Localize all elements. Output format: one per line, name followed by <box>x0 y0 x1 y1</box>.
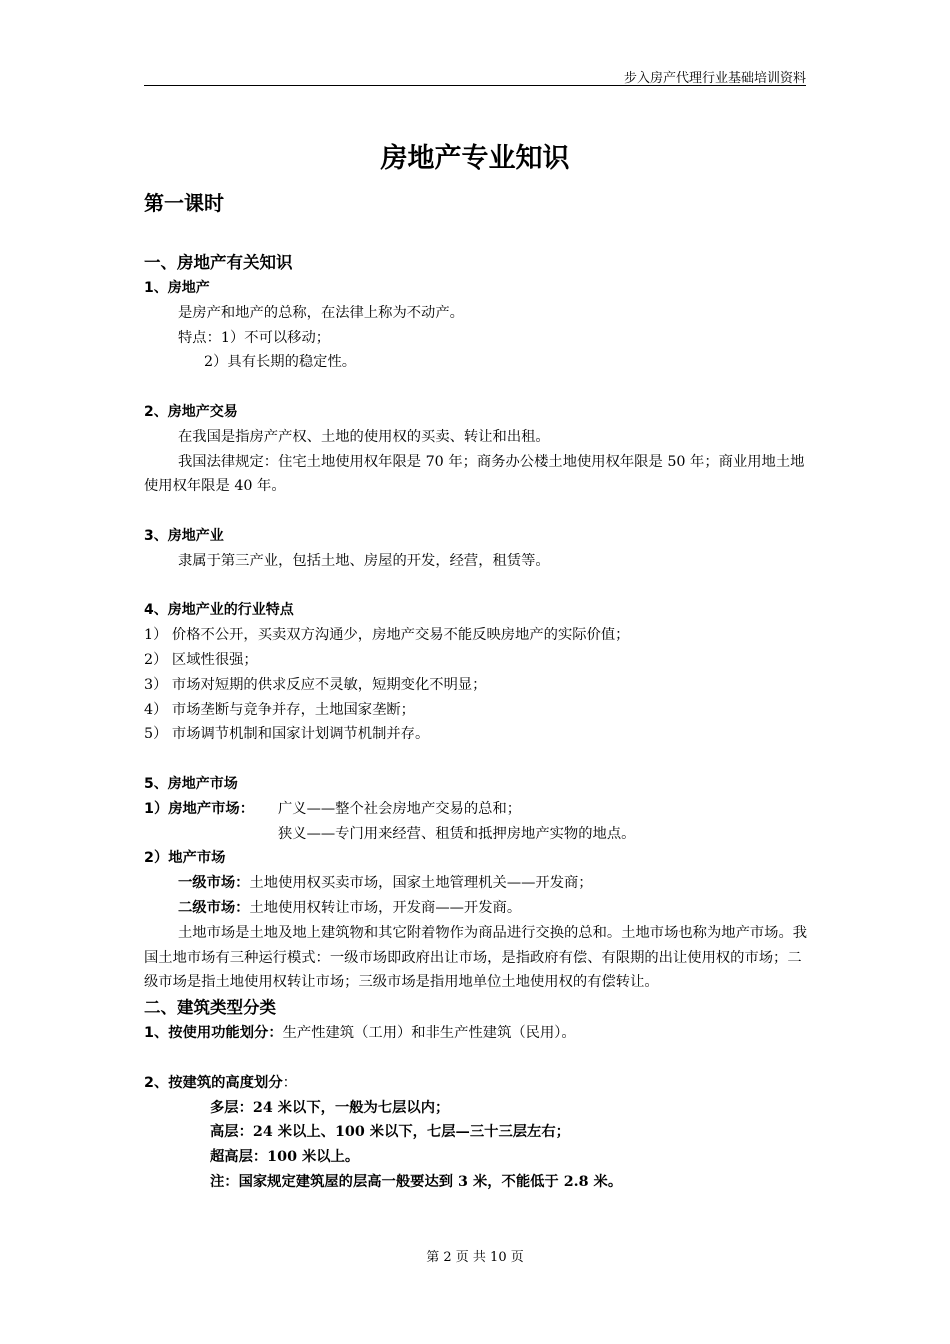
document-body <box>144 250 809 1195</box>
subsection-heading-industry: 3、房地产业 <box>144 527 224 544</box>
paragraph-law: 我国法律规定：住宅土地使用权年限是 70 年；商务办公楼土地使用权年限是 50 年；商业用地土地使用权年限是 40 年。 <box>144 453 805 495</box>
paragraph-definition: 是房产和地产的总称，在法律上称为不动产。 <box>178 304 464 321</box>
height-line: 高层：24 米以上、100 米以下，七层—三十三层左右； <box>210 1124 570 1141</box>
list-item: 3） 市场对短期的供求反应不灵敏，短期变化不明显； <box>144 676 487 693</box>
page-footer: 第 2 页 共 10 页 <box>426 1250 524 1265</box>
paragraph-feature-1: 特点：1）不可以移动； <box>178 329 331 346</box>
spacer <box>144 822 278 847</box>
market-narrow-text: 狭义——专门用来经营、租赁和抵押房地产实物的地点。 <box>278 825 636 842</box>
height-line: 超高层：100 米以上。 <box>210 1149 360 1166</box>
height-classification-label: 2、按建筑的高度划分 <box>144 1074 283 1091</box>
secondary-market-line <box>144 896 809 921</box>
list-item: 4） 市场垄断与竞争并存，土地国家垄断； <box>144 701 415 718</box>
primary-market-label: 一级市场： <box>178 875 250 892</box>
paragraph-feature-2: 2）具有长期的稳定性。 <box>204 354 357 371</box>
primary-market-line <box>144 871 809 896</box>
classification-by-height <box>144 1071 809 1096</box>
list-item: 5） 市场调节机制和国家计划调节机制并存。 <box>144 726 430 743</box>
paragraph-transaction: 在我国是指房产产权、土地的使用权的买卖、转让和出租。 <box>178 428 550 445</box>
height-note: 注：国家规定建筑屋的层高一般要达到 3 米，不能低于 2.8 米。 <box>210 1173 623 1190</box>
secondary-market-label: 二级市场： <box>178 899 250 916</box>
paragraph-industry: 隶属于第三产业，包括土地、房屋的开发，经营，租赁等。 <box>178 552 550 569</box>
market-label: 1）房地产市场： <box>144 800 255 817</box>
land-market-label: 2）地产市场 <box>144 850 226 867</box>
subsection-heading-features: 4、房地产业的行业特点 <box>144 602 294 619</box>
height-classification-colon: ： <box>282 1074 297 1091</box>
spacer <box>144 499 809 524</box>
subsection-heading-transaction: 2、房地产交易 <box>144 403 238 420</box>
paragraph-land-market: 土地市场是土地及地上建筑物和其它附着物作为商品进行交换的总和。土地市场也称为地产市场。我国土地市场有三种运行模式：一级市场即政府出让市场，是指政府有偿、有限期的出让使用权的市场；二级市场是指土地使用权转让市场；三级市场是指用地单位土地使用权的有偿转让。 <box>144 924 808 991</box>
height-line: 多层：24 米以下，一般为七层以内； <box>210 1099 450 1116</box>
section-heading-2: 二、建筑类型分类 <box>144 998 276 1018</box>
primary-market-text: 土地使用权买卖市场，国家土地管理机关——开发商； <box>249 875 593 892</box>
market-definition-broad <box>144 797 809 822</box>
subsection-heading-real-estate: 1、房地产 <box>144 280 210 296</box>
subsection-heading-market: 5、房地产市场 <box>144 775 238 792</box>
header-rule <box>144 85 806 86</box>
spacer <box>144 1046 809 1071</box>
classification-by-function <box>144 1021 809 1046</box>
classification-text: 生产性建筑（工用）和非生产性建筑（民用）。 <box>282 1025 576 1042</box>
spacer <box>144 574 809 599</box>
classification-label: 1、按使用功能划分： <box>144 1025 283 1042</box>
spacer <box>144 747 809 772</box>
market-broad-text: 广义——整个社会房地产交易的总和； <box>278 800 522 817</box>
market-definition-narrow <box>144 822 809 847</box>
running-header: 步入房产代理行业基础培训资料 <box>623 71 806 86</box>
spacer <box>144 375 809 400</box>
document-title: 房地产专业知识 <box>380 143 570 174</box>
secondary-market-text: 土地使用权转让市场，开发商——开发商。 <box>249 899 522 916</box>
lesson-heading: 第一课时 <box>144 191 224 215</box>
section-heading-1: 一、房地产有关知识 <box>144 253 293 272</box>
list-item: 2） 区域性很强； <box>144 651 258 668</box>
list-item: 1） 价格不公开，买卖双方沟通少，房地产交易不能反映房地产的实际价值； <box>144 627 630 644</box>
